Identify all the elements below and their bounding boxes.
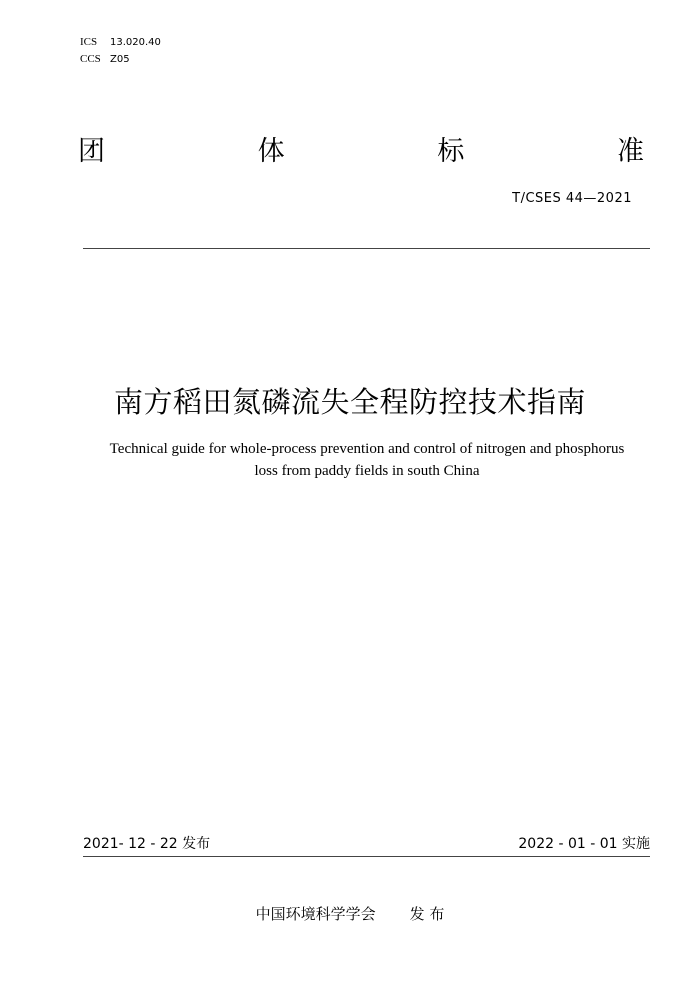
ics-code: 13.020.40 [110,37,161,48]
english-title-line-2: loss from paddy fields in south China [254,463,480,479]
standard-type-char-4: 准 [616,136,644,167]
date-row [83,834,650,854]
bottom-divider [83,856,650,857]
publisher-name: 中国环境科学学会 [255,905,376,923]
top-divider [83,248,650,249]
standard-type-char-3: 标 [437,136,465,167]
standard-code: T/CSES 44—2021 [512,191,632,206]
ccs-label: CCS [80,53,101,65]
publisher-line [0,903,700,925]
ics-label: ICS [80,36,98,48]
publisher-action: 发 布 [409,905,445,923]
standard-type-char-1: 团 [78,136,105,167]
issue-date: 2021- 12 - 22 发布 [83,836,211,852]
ccs-row [80,51,161,68]
classification-block [80,34,161,68]
english-title-line-1: Technical guide for whole-process prevention and control of nitrogen and phosphorus [109,441,625,457]
implementation-date: 2022 - 01 - 01 实施 [518,836,650,852]
standard-type-heading [78,132,644,172]
document-title-english [70,438,664,482]
document-title-chinese: 南方稻田氮磷流失全程防控技术指南 [113,385,586,419]
ics-row [80,34,161,51]
ccs-code: Z05 [110,54,130,65]
standard-type-char-2: 体 [257,136,285,167]
